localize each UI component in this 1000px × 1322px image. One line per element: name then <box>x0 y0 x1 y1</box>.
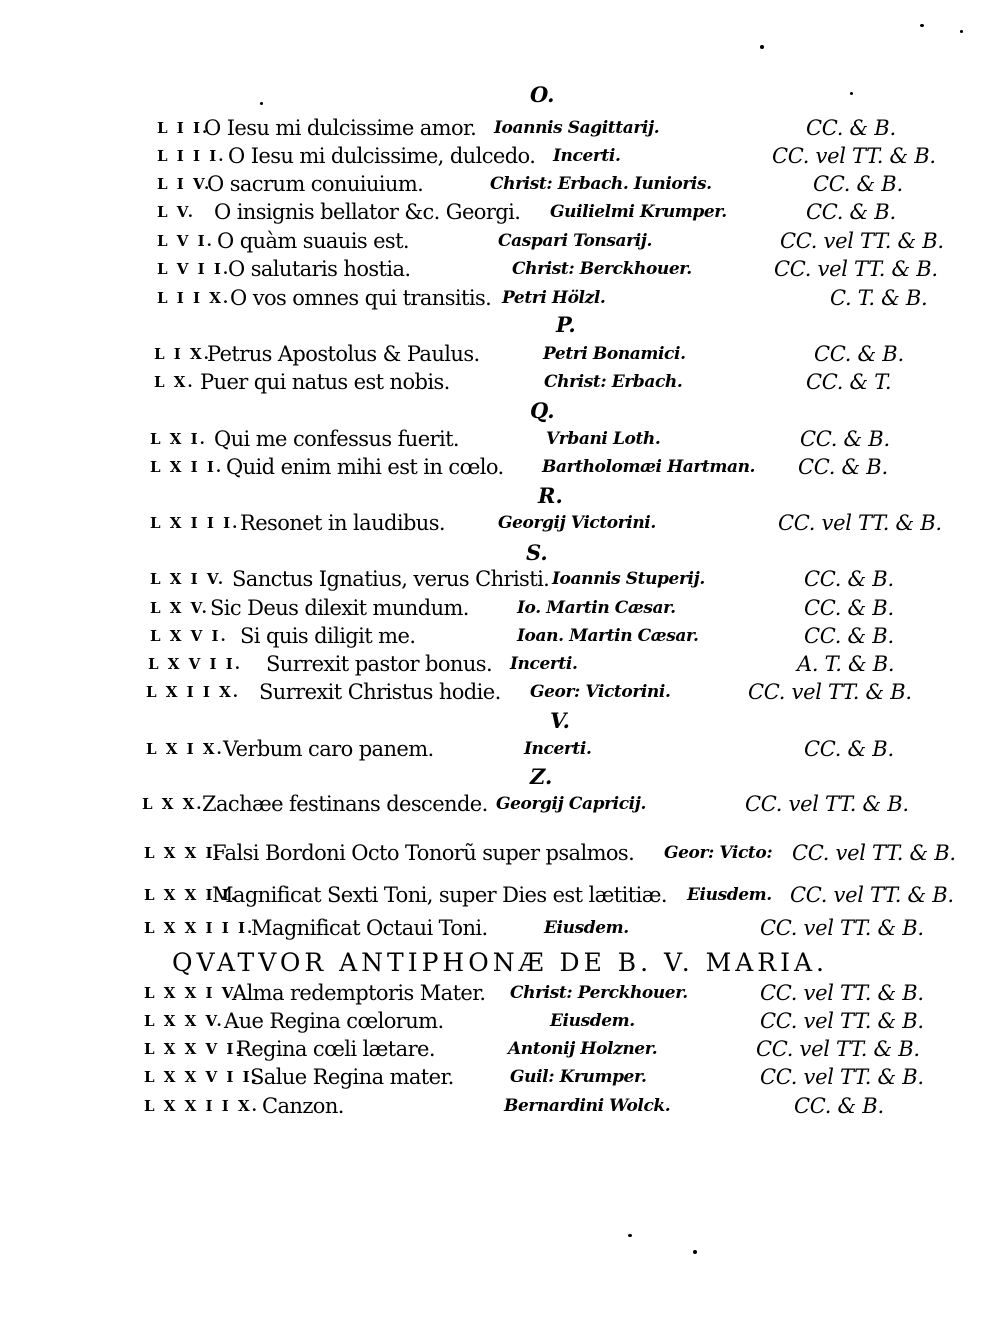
entry-title: O Iesu mi dulcissime, dulcedo. <box>228 144 536 168</box>
entry-voices: CC. & B. <box>794 1094 884 1118</box>
entry-composer: Eiusdem. <box>550 1011 635 1031</box>
entry-title: O vos omnes qui transitis. <box>230 286 492 310</box>
entry-voices: CC. & B. <box>813 172 903 196</box>
entry-composer: Christ: Perckhouer. <box>510 983 688 1003</box>
index-entry <box>0 913 1000 943</box>
index-entry <box>0 838 1000 868</box>
entry-voices: CC. & B. <box>806 200 896 224</box>
entry-number: L X X I I. <box>144 886 238 904</box>
entry-title: Petrus Apostolus & Paulus. <box>207 342 480 366</box>
section-letter-p: P. <box>556 312 576 337</box>
entry-composer: Eiusdem. <box>687 885 772 905</box>
index-entry <box>0 789 1000 819</box>
entry-voices: CC. vel TT. & B. <box>760 916 924 940</box>
section-letter-v: V. <box>550 708 570 733</box>
entry-composer: Christ: Erbach. <box>544 372 683 392</box>
entry-number: L X I V. <box>150 570 226 588</box>
entry-number: L X X I V. <box>144 984 240 1002</box>
entry-title: O Iesu mi dulcissime amor. <box>204 116 477 140</box>
entry-voices: CC. & T. <box>806 370 892 394</box>
section-letter-o: O. <box>530 82 555 107</box>
entry-title: Canzon. <box>262 1094 344 1118</box>
entry-composer: Incerti. <box>553 146 621 166</box>
entry-composer: Georgij Capricij. <box>496 794 646 814</box>
ink-speck <box>760 45 764 49</box>
entry-number: L X I. <box>150 430 207 448</box>
entry-number: L X X I I I. <box>144 919 255 937</box>
entry-voices: CC. vel TT. & B. <box>760 981 924 1005</box>
section-letter-r: R. <box>538 483 563 508</box>
entry-number: L X X V I I. <box>144 1068 259 1086</box>
entry-voices: CC. & B. <box>804 567 894 591</box>
index-entry <box>0 197 1000 227</box>
entry-title: O quàm suauis est. <box>217 229 410 253</box>
entry-voices: CC. & B. <box>804 596 894 620</box>
entry-number: L X X I. <box>144 844 222 862</box>
entry-voices: C. T. & B. <box>830 286 928 310</box>
entry-title: O insignis bellator &c. Georgi. <box>214 200 521 224</box>
ink-speck <box>850 92 853 95</box>
entry-title: Alma redemptoris Mater. <box>232 981 486 1005</box>
entry-title: Sic Deus dilexit mundum. <box>210 596 469 620</box>
entry-title: Verbum caro panem. <box>223 737 434 761</box>
entry-number: L I I. <box>157 119 210 137</box>
entry-number: L I V. <box>157 175 212 193</box>
section-heading: QVATVOR ANTIPHONÆ DE B. V. MARIA. <box>172 948 828 977</box>
index-entry <box>0 452 1000 482</box>
section-letter-q: Q. <box>530 398 555 423</box>
entry-title: Si quis diligit me. <box>240 624 416 648</box>
entry-composer: Petri Hölzl. <box>502 288 606 308</box>
entry-voices: CC. vel TT. & B. <box>748 680 912 704</box>
entry-title: Puer qui natus est nobis. <box>200 370 450 394</box>
entry-voices: A. T. & B. <box>797 652 895 676</box>
entry-title: Resonet in laudibus. <box>240 511 445 535</box>
index-entry <box>0 508 1000 538</box>
entry-number: L V I I. <box>157 260 231 278</box>
entry-title: Salue Regina mater. <box>250 1065 454 1089</box>
entry-number: L X I I I. <box>150 514 240 532</box>
entry-title: O sacrum conuiuium. <box>207 172 424 196</box>
entry-title: Aue Regina cœlorum. <box>224 1009 444 1033</box>
entry-voices: CC. vel TT. & B. <box>756 1037 920 1061</box>
entry-voices: CC. & B. <box>804 624 894 648</box>
entry-voices: CC. vel TT. & B. <box>774 257 938 281</box>
index-entry <box>0 1062 1000 1092</box>
entry-composer: Bernardini Wolck. <box>504 1096 671 1116</box>
index-entry <box>0 1006 1000 1036</box>
entry-voices: CC. vel TT. & B. <box>772 144 936 168</box>
entry-number: L X I I. <box>150 458 224 476</box>
entry-number: L X V I I. <box>148 655 242 673</box>
index-entry <box>0 283 1000 313</box>
index-entry <box>0 1091 1000 1121</box>
ink-speck <box>260 102 263 105</box>
ink-speck <box>693 1250 697 1254</box>
index-entry <box>0 424 1000 454</box>
entry-voices: CC. vel TT. & B. <box>778 511 942 535</box>
index-entry <box>0 226 1000 256</box>
entry-title: Quid enim mihi est in cœlo. <box>226 455 504 479</box>
index-entry <box>0 978 1000 1008</box>
entry-title: Sanctus Ignatius, verus Christi. <box>232 567 550 591</box>
ink-speck <box>628 1234 632 1237</box>
entry-voices: CC. vel TT. & B. <box>790 883 954 907</box>
entry-title: Magnificat Octaui Toni. <box>251 916 488 940</box>
entry-voices: CC. & B. <box>804 737 894 761</box>
ink-speck <box>960 30 963 33</box>
entry-number: L X I I X. <box>146 683 240 701</box>
index-entry <box>0 367 1000 397</box>
index-entry <box>0 677 1000 707</box>
entry-number: L I I I. <box>157 147 226 165</box>
entry-number: L X V I. <box>150 627 228 645</box>
entry-title: Surrexit pastor bonus. <box>266 652 493 676</box>
entry-composer: Ioan. Martin Cæsar. <box>517 626 699 646</box>
entry-number: L X. <box>154 373 195 391</box>
index-entry <box>0 649 1000 679</box>
entry-composer: Ioannis Sagittarij. <box>494 118 660 138</box>
entry-title: Qui me confessus fuerit. <box>214 427 460 451</box>
entry-title: Regina cœli lætare. <box>236 1037 435 1061</box>
entry-number: L X X I I X. <box>144 1097 259 1115</box>
entry-title: Surrexit Christus hodie. <box>259 680 501 704</box>
section-letter-z: Z. <box>530 764 553 789</box>
entry-composer: Christ: Berckhouer. <box>512 259 692 279</box>
index-entry <box>0 339 1000 369</box>
index-entry <box>0 880 1000 910</box>
entry-composer: Vrbani Loth. <box>546 429 661 449</box>
entry-voices: CC. & B. <box>814 342 904 366</box>
entry-voices: CC. vel TT. & B. <box>760 1065 924 1089</box>
entry-composer: Geor: Victorini. <box>530 682 671 702</box>
entry-number: L V I. <box>157 232 214 250</box>
entry-number: L V. <box>157 203 196 221</box>
entry-voices: CC. & B. <box>798 455 888 479</box>
index-entry <box>0 169 1000 199</box>
entry-number: L X V. <box>150 599 209 617</box>
index-entry <box>0 734 1000 764</box>
entry-composer: Io. Martin Cæsar. <box>517 598 676 618</box>
entry-voices: CC. & B. <box>800 427 890 451</box>
entry-title: Falsi Bordoni Octo Tonorũ super psalmos. <box>212 841 635 865</box>
index-entry <box>0 254 1000 284</box>
entry-number: L X I X. <box>146 740 224 758</box>
entry-composer: Caspari Tonsarij. <box>498 231 653 251</box>
index-entry <box>0 593 1000 623</box>
entry-composer: Bartholomæi Hartman. <box>542 457 756 477</box>
entry-composer: Geor: Victo: <box>664 843 773 863</box>
index-entry <box>0 1034 1000 1064</box>
entry-composer: Petri Bonamici. <box>543 344 686 364</box>
entry-voices: CC. vel TT. & B. <box>745 792 909 816</box>
entry-voices: CC. vel TT. & B. <box>780 229 944 253</box>
entry-voices: CC. vel TT. & B. <box>792 841 956 865</box>
entry-title: Zachæe festinans descende. <box>202 792 488 816</box>
index-entry <box>0 113 1000 143</box>
entry-composer: Georgij Victorini. <box>498 513 656 533</box>
entry-number: L X X V I. <box>144 1040 243 1058</box>
entry-composer: Incerti. <box>510 654 578 674</box>
index-entry <box>0 141 1000 171</box>
entry-composer: Guil: Krumper. <box>510 1067 647 1087</box>
entry-title: Magnificat Sexti Toni, super Dies est lætitiæ. <box>212 883 667 907</box>
entry-composer: Ioannis Stuperij. <box>552 569 705 589</box>
entry-number: L I X. <box>154 345 211 363</box>
entry-number: L X X. <box>142 795 204 813</box>
index-entry <box>0 564 1000 594</box>
section-letter-s: S. <box>526 540 548 565</box>
entry-number: L X X V. <box>144 1012 224 1030</box>
ink-speck <box>920 24 924 27</box>
entry-voices: CC. & B. <box>806 116 896 140</box>
entry-composer: Incerti. <box>524 739 592 759</box>
entry-composer: Eiusdem. <box>544 918 629 938</box>
index-entry <box>0 621 1000 651</box>
entry-number: L I I X. <box>157 289 231 307</box>
entry-title: O salutaris hostia. <box>228 257 411 281</box>
entry-composer: Guilielmi Krumper. <box>550 202 727 222</box>
entry-composer: Christ: Erbach. Iunioris. <box>490 174 712 194</box>
entry-composer: Antonij Holzner. <box>508 1039 658 1059</box>
entry-voices: CC. vel TT. & B. <box>760 1009 924 1033</box>
